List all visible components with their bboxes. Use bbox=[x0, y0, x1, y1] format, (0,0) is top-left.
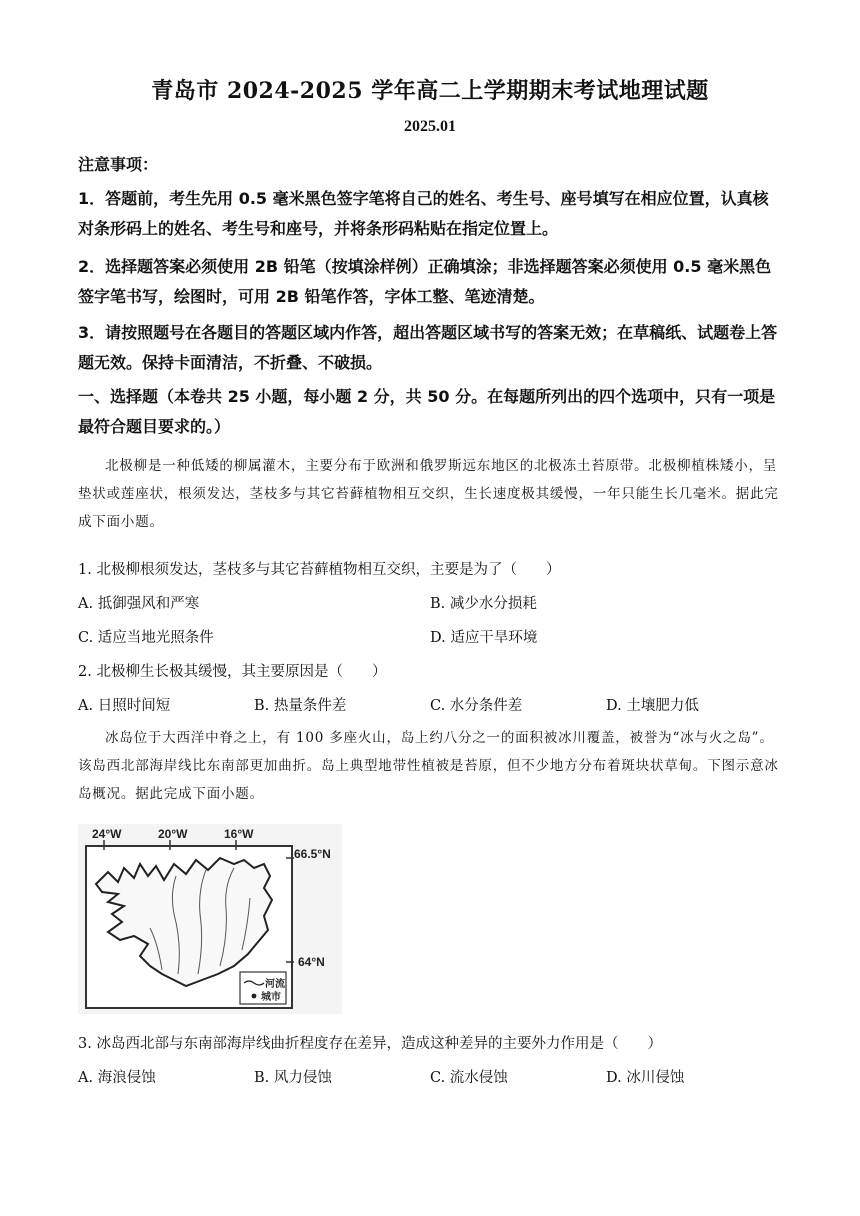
lat-label-66n: 66.5°N bbox=[294, 847, 331, 861]
question-1-option-d: D. 适应干旱环境 bbox=[430, 630, 538, 646]
question-3-option-b: B. 风力侵蚀 bbox=[254, 1070, 332, 1086]
question-3-stem: 3. 冰岛西北部与东南部海岸线曲折程度存在差异，造成这种差异的主要外力作用是（ ） bbox=[78, 1036, 662, 1052]
question-2-option-a: A. 日照时间短 bbox=[78, 698, 171, 714]
notice-item-1: 1．答题前，考生先用 0.5 毫米黑色签字笔将自己的姓名、考生号、座号填写在相应位置，认真核对条形码上的姓名、考生号和座号，并将条形码粘贴在指定位置上。 bbox=[78, 189, 769, 238]
passage-iceland: 冰岛位于大西洋中脊之上，有 100 多座火山，岛上约八分之一的面积被冰川覆盖，被誉为“冰与火之岛”。该岛西北部海岸线比东南部更加曲折。岛上典型地带性植被是苔原，但不少地方分布着斑块状草甸。下图示意冰岛概况。据此完成下面小题。 bbox=[78, 730, 779, 802]
lon-label-16w: 16°W bbox=[224, 827, 254, 841]
exam-date: 2025.01 bbox=[404, 118, 456, 135]
notice-item-3: 3．请按照题号在各题目的答题区域内作答，超出答题区域书写的答案无效；在草稿纸、试题卷上答题无效。保持卡面清洁，不折叠、不破损。 bbox=[78, 323, 778, 372]
question-2-option-b: B. 热量条件差 bbox=[254, 698, 347, 714]
legend-city-label: 城市 bbox=[261, 992, 281, 1003]
question-1-stem: 1. 北极柳根须发达，茎枝多与其它苔藓植物相互交织，主要是为了（ ） bbox=[78, 562, 561, 578]
question-2-option-c: C. 水分条件差 bbox=[430, 698, 523, 714]
question-3-option-d: D. 冰川侵蚀 bbox=[606, 1070, 685, 1086]
question-3-option-a: A. 海浪侵蚀 bbox=[78, 1070, 156, 1086]
lon-label-20w: 20°W bbox=[158, 827, 188, 841]
notice-item-2: 2．选择题答案必须使用 2B 铅笔（按填涂样例）正确填涂；非选择题答案必须使用 0.5 毫米黑色签字笔书写，绘图时，可用 2B 铅笔作答，字体工整、笔迹清楚。 bbox=[78, 257, 772, 306]
section-heading: 一、选择题（本卷共 25 小题，每小题 2 分，共 50 分。在每题所列出的四个选项中，只有一项是最符合题目要求的。） bbox=[78, 387, 776, 436]
question-2-option-d: D. 土壤肥力低 bbox=[606, 698, 699, 714]
lat-label-64n: 64°N bbox=[298, 955, 325, 969]
question-2-stem: 2. 北极柳生长极其缓慢，其主要原因是（ ） bbox=[78, 664, 387, 680]
question-1-option-c: C. 适应当地光照条件 bbox=[78, 630, 214, 646]
lon-label-24w: 24°W bbox=[92, 827, 122, 841]
iceland-map bbox=[78, 824, 342, 1014]
passage-arctic-willow: 北极柳是一种低矮的柳属灌木，主要分布于欧洲和俄罗斯远东地区的北极冻土苔原带。北极柳植株矮小，呈垫状或莲座状，根须发达，茎枝多与其它苔藓植物相互交织，生长速度极其缓慢，一年只能生长几毫米。据此完成下面小题。 bbox=[78, 458, 779, 530]
legend-river-label: 河流 bbox=[265, 979, 285, 990]
question-1-option-b: B. 减少水分损耗 bbox=[430, 596, 537, 612]
city-legend-icon bbox=[252, 994, 257, 999]
question-3-option-c: C. 流水侵蚀 bbox=[430, 1070, 508, 1086]
notice-heading: 注意事项： bbox=[78, 155, 159, 174]
question-1-option-a: A. 抵御强风和严寒 bbox=[78, 596, 200, 612]
exam-title: 青岛市 2024-2025 学年高二上学期期末考试地理试题 bbox=[151, 78, 709, 104]
